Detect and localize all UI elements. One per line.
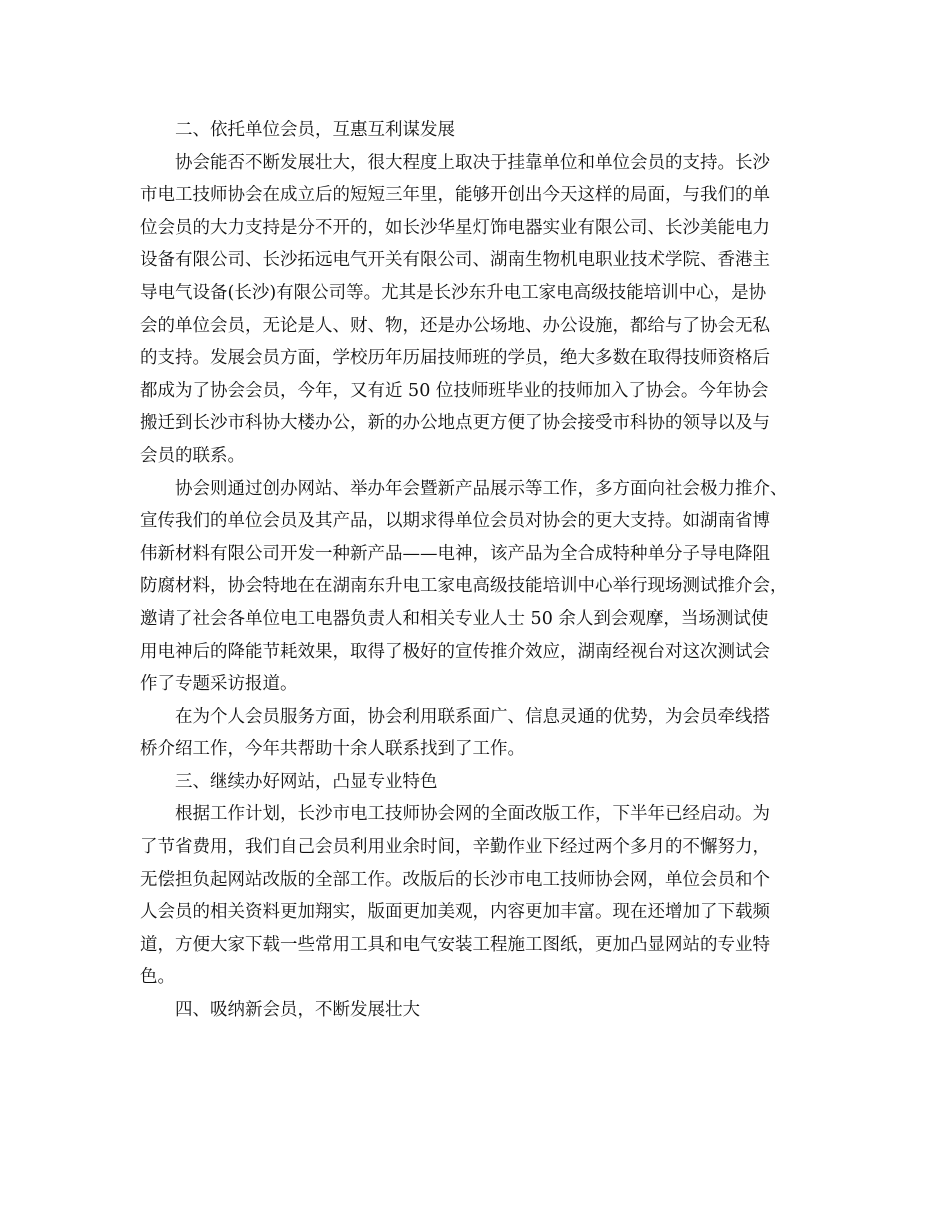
paragraph-line: 位会员的大力支持是分不开的，如长沙华星灯饰电器实业有限公司、长沙美能电力 — [140, 217, 770, 238]
paragraph-line: 色。 — [140, 967, 175, 988]
paragraph — [140, 473, 820, 701]
paragraph — [140, 798, 820, 994]
paragraph-line: 在为个人会员服务方面，协会利用联系面广、信息灵通的优势，为会员牵线搭 — [175, 706, 770, 727]
paragraph-line: 了节省费用，我们自己会员利用业余时间，辛勤作业下经过两个多月的不懈努力， — [140, 837, 770, 858]
section-heading: 三、继续办好网站，凸显专业特色 — [175, 771, 438, 792]
paragraph-line: 的支持。发展会员方面，学校历年历届技师班的学员，绝大多数在取得技师资格后 — [140, 348, 770, 369]
paragraph-line: 桥介绍工作，今年共帮助十余人联系找到了工作。 — [140, 739, 525, 760]
paragraph-line: 道，方便大家下载一些常用工具和电气安装工程施工图纸，更加凸显网站的专业特 — [140, 934, 770, 955]
paragraph-line: 协会能否不断发展壮大，很大程度上取决于挂靠单位和单位会员的支持。长沙 — [175, 152, 770, 173]
paragraph-line: 搬迁到长沙市科协大楼办公，新的办公地点更方便了协会接受市科协的领导以及与 — [140, 413, 770, 434]
paragraph — [140, 147, 820, 473]
paragraph-line: 导电气设备(长沙)有限公司等。尤其是长沙东升电工家电高级技能培训中心，是协 — [140, 282, 767, 303]
paragraph-line: 伟新材料有限公司开发一种新产品——电神，该产品为全合成特种单分子导电降阻 — [140, 543, 770, 564]
paragraph-line: 都成为了协会会员，今年，又有近 50 位技师班毕业的技师加入了协会。今年协会 — [140, 380, 769, 401]
paragraph-line: 协会则通过创办网站、举办年会暨新产品展示等工作，多方面向社会极力推介、 — [175, 478, 788, 499]
section-heading: 四、吸纳新会员，不断发展壮大 — [175, 1000, 420, 1021]
paragraph-line: 防腐材料，协会特地在在湖南东升电工家电高级技能培训中心举行现场测试推介会， — [140, 576, 788, 597]
paragraph-line: 市电工技师协会在成立后的短短三年里，能够开创出今天这样的局面，与我们的单 — [140, 185, 770, 206]
paragraph-line: 用电神后的降能节耗效果，取得了极好的宣传推介效应，湖南经视台对这次测试会 — [140, 641, 770, 662]
paragraph-line: 根据工作计划，长沙市电工技师协会网的全面改版工作，下半年已经启动。为 — [175, 804, 770, 825]
paragraph — [140, 701, 820, 766]
paragraph-line: 会的单位会员，无论是人、财、物，还是办公场地、办公设施，都给与了协会无私 — [140, 315, 770, 336]
paragraph-line: 设备有限公司、长沙拓远电气开关有限公司、湖南生物机电职业技术学院、香港主 — [140, 250, 770, 271]
document-body — [140, 114, 820, 1027]
paragraph-line: 作了专题采访报道。 — [140, 674, 298, 695]
paragraph-line: 邀请了社会各单位电工电器负责人和相关专业人士 50 余人到会观摩，当场测试使 — [140, 608, 769, 629]
section-heading: 二、依托单位会员，互惠互利谋发展 — [175, 120, 455, 140]
paragraph-line: 宣传我们的单位会员及其产品，以期求得单位会员对协会的更大支持。如湖南省博 — [140, 511, 770, 532]
paragraph-line: 人会员的相关资料更加翔实，版面更加美观，内容更加丰富。现在还增加了下载频 — [140, 902, 770, 923]
paragraph-line: 会员的联系。 — [140, 445, 245, 466]
paragraph-line: 无偿担负起网站改版的全部工作。改版后的长沙市电工技师协会网，单位会员和个 — [140, 869, 770, 890]
